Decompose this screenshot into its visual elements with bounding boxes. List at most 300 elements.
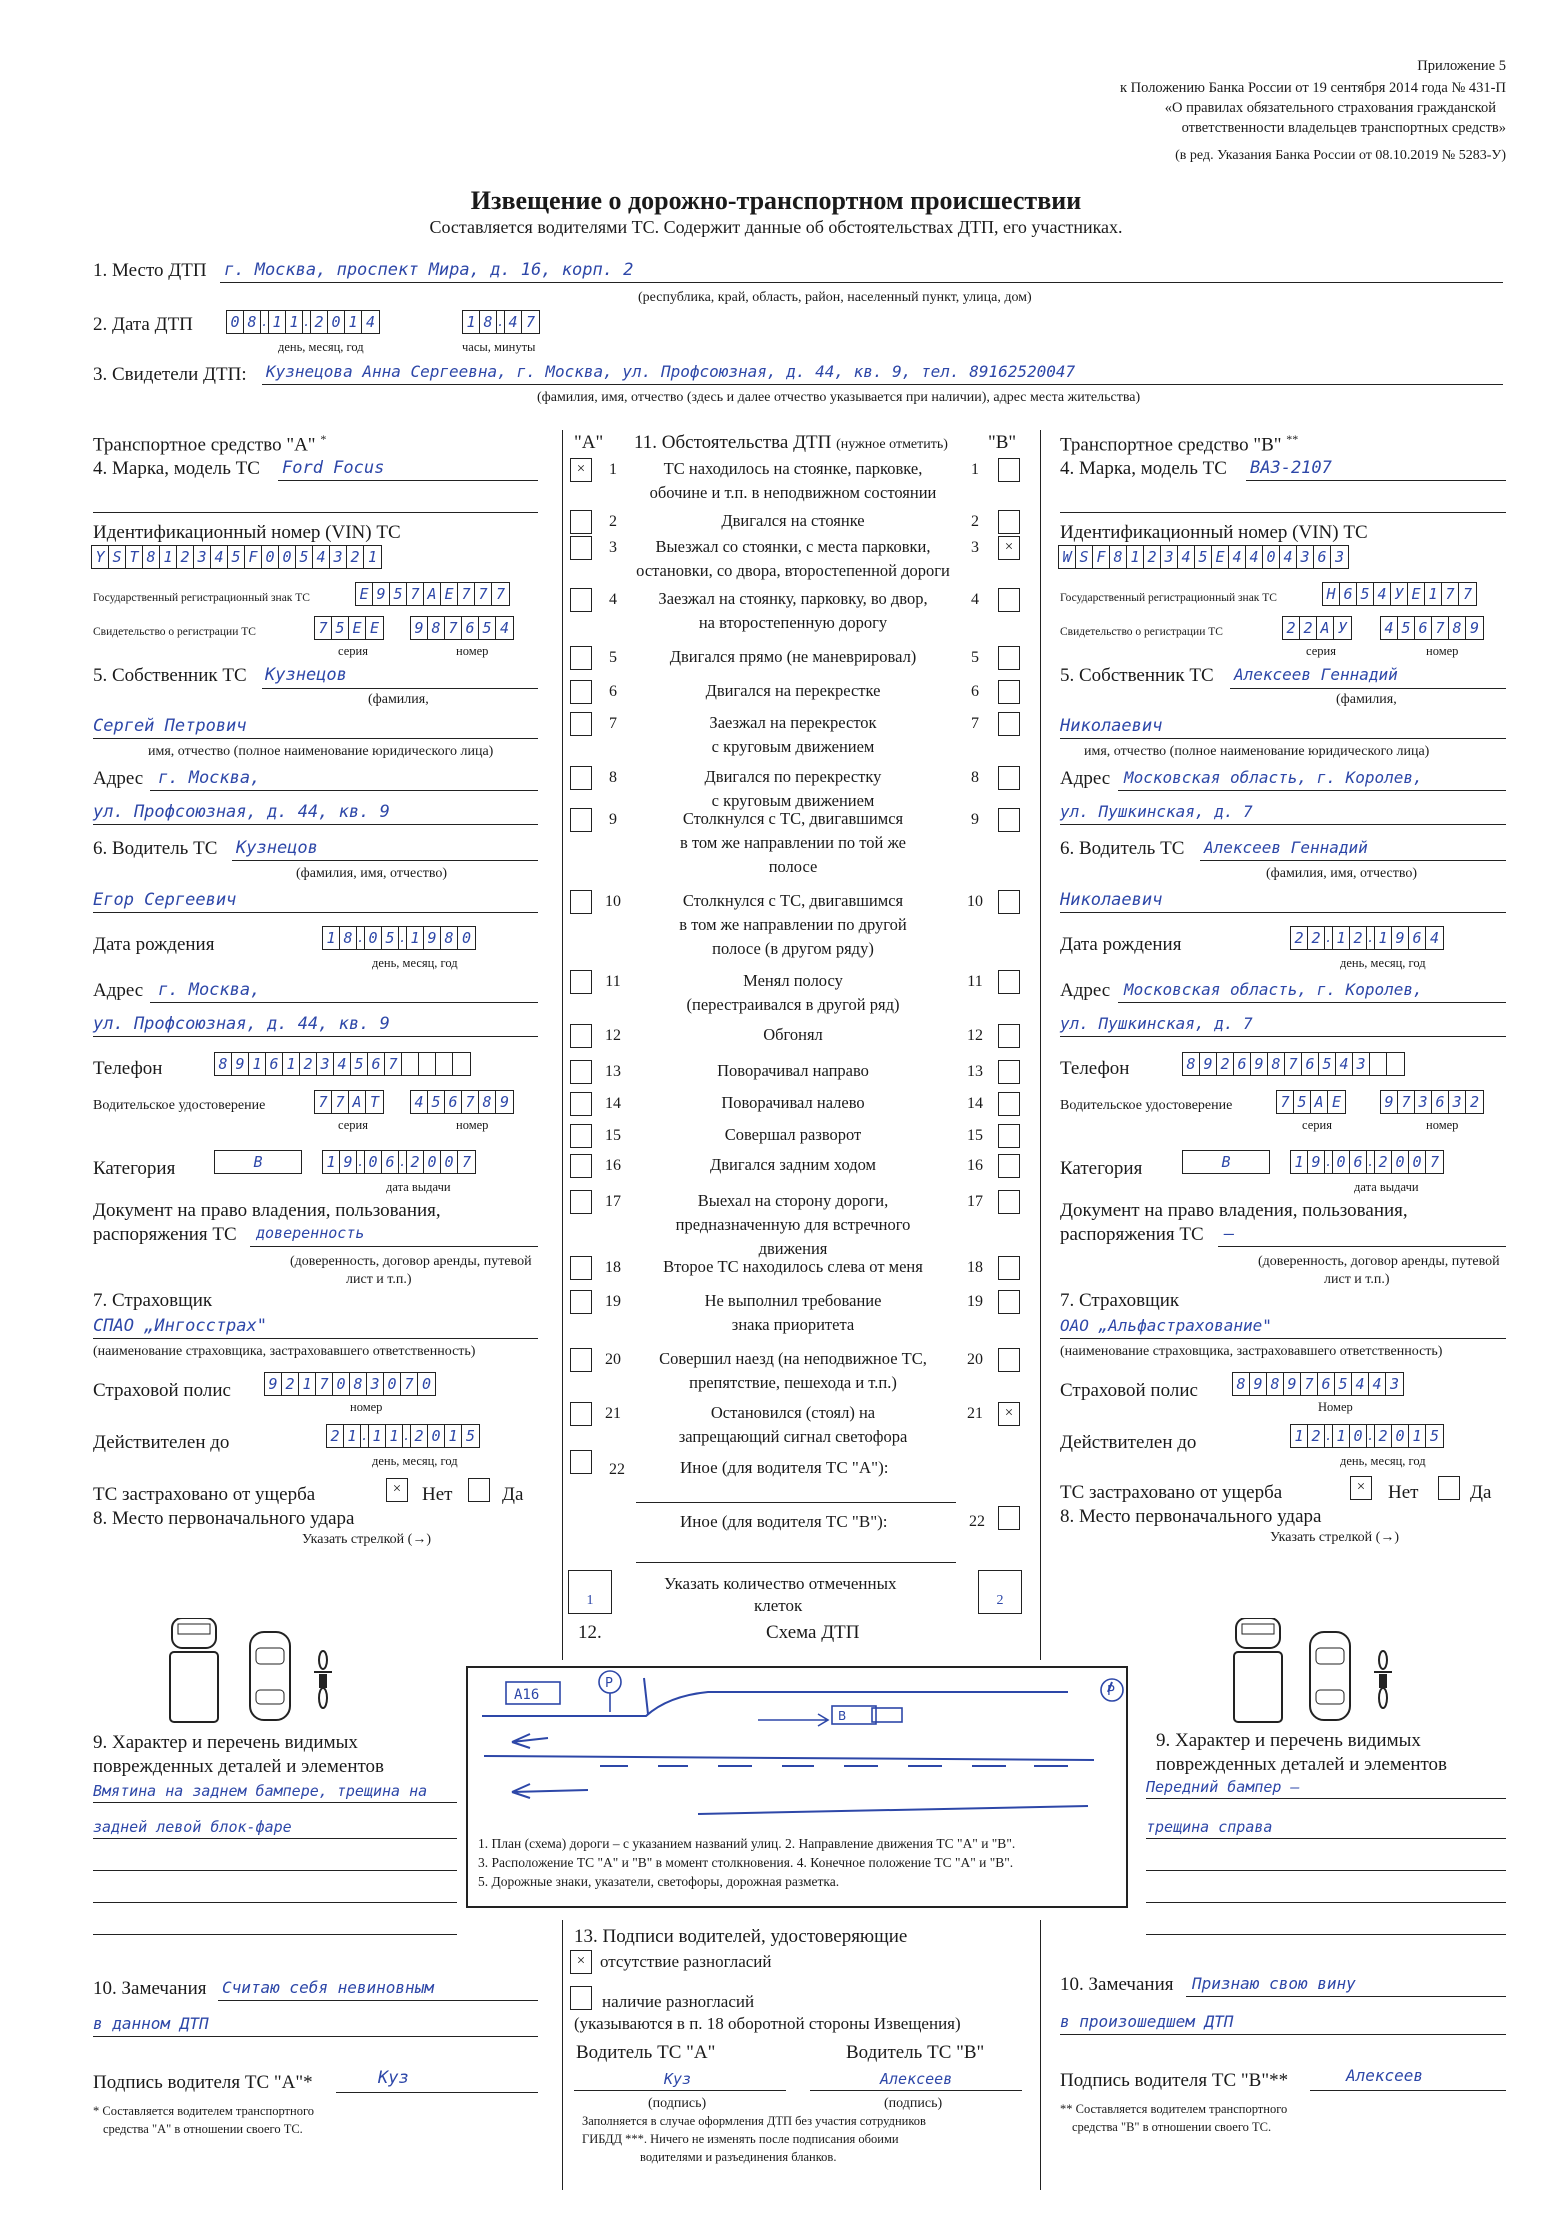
circumstances-col-a: "А": [574, 432, 604, 453]
cell-char: 0: [227, 311, 244, 333]
circ-10-b-checkbox[interactable]: [998, 890, 1020, 914]
vehicle-b-driver-name[interactable]: Николаевич: [1060, 890, 1163, 910]
circ-20-b-checkbox[interactable]: [998, 1348, 1020, 1372]
cell-char: 2: [311, 311, 328, 333]
vehicle-b-category[interactable]: В: [1182, 1150, 1270, 1174]
scheme-sign-a16[interactable]: [506, 1682, 560, 1704]
cell-separator: .: [1367, 1151, 1375, 1173]
cell-char: 7: [1277, 1091, 1294, 1113]
vehicle-b-insurer[interactable]: ОАО „Альфастрахование": [1060, 1316, 1272, 1335]
circ-num-a-4: 4: [609, 591, 617, 608]
vehicle-b-driver-addr-label: Адрес: [1060, 980, 1111, 1001]
vehicle-b-footnote-1: ** Составляется водителем транспортного: [1060, 2102, 1288, 2116]
cell-char: 9: [1308, 1151, 1325, 1173]
cell-char: 2: [1291, 927, 1308, 949]
vehicle-a-driver-label: 6. Водитель ТС: [93, 838, 218, 859]
cell-char: 1: [1127, 546, 1144, 568]
vehicle-a-damage-2[interactable]: задней левой блок-фаре: [93, 1818, 292, 1836]
circ-3-b-checkbox[interactable]: ×: [998, 536, 1020, 560]
circ-15-b-checkbox[interactable]: [998, 1124, 1020, 1148]
circumstances-title: 11. Обстоятельства ДТП (нужное отметить): [634, 432, 948, 453]
vehicle-a-driver-addr-2[interactable]: ул. Профсоюзная, д. 44, кв. 9: [93, 1014, 390, 1034]
cell-char: 1: [323, 927, 340, 949]
vehicle-b-driver-addr-1[interactable]: Московская область, г. Королев,: [1124, 980, 1423, 999]
circ-22-b-checkbox[interactable]: [998, 1506, 1020, 1530]
cell-char: 8: [244, 311, 261, 333]
cell-char: А: [1311, 1091, 1328, 1113]
driver-b-signature[interactable]: Алексеев: [880, 2070, 953, 2088]
vehicle-b-diagram-truck[interactable]: [1232, 1618, 1284, 1724]
cell-char: 6: [1350, 1151, 1367, 1173]
vehicle-b-brand[interactable]: ВАЗ-2107: [1250, 458, 1332, 478]
vehicle-a-birth-label: Дата рождения: [93, 934, 215, 955]
circ-22-a-checkbox[interactable]: [570, 1450, 592, 1474]
vehicle-b-driver-hint: (фамилия, имя, отчество): [1266, 866, 1418, 881]
cell-char: А: [424, 583, 441, 605]
cell-char: 5: [390, 583, 407, 605]
cell-char: 8: [215, 1053, 232, 1075]
circ-num-b-11: 11: [967, 973, 983, 990]
cell-char: 8: [143, 546, 160, 568]
vehicle-a-reg-series[interactable]: [314, 616, 384, 640]
vehicle-a-reg-label: Свидетельство о регистрации ТС: [93, 626, 256, 638]
vehicle-a-diagram-car[interactable]: [248, 1630, 292, 1722]
cell-char: [436, 1053, 453, 1075]
circ-21-b-checkbox[interactable]: ×: [998, 1402, 1020, 1426]
circ-text-13-1: Поворачивал направо: [717, 1061, 869, 1080]
vehicle-a-category[interactable]: В: [214, 1150, 302, 1174]
no-disagreement-label: отсутствие разногласий: [600, 1952, 772, 1971]
cell-char: 2: [1308, 1425, 1325, 1447]
cell-char: 6: [462, 617, 479, 639]
vehicle-a-damage-1[interactable]: Вмятина на заднем бампере, трещина на: [93, 1782, 428, 1800]
circ-num-b-12: 12: [967, 1027, 983, 1044]
cell-char: E: [1212, 546, 1229, 568]
cell-char: 6: [445, 1091, 462, 1113]
vehicle-a-insurer[interactable]: СПАО „Ингосстрах": [93, 1316, 267, 1336]
no-disagreement-checkbox[interactable]: ×: [570, 1950, 592, 1974]
disagreement-checkbox[interactable]: [570, 1986, 592, 2010]
circ-14-b-checkbox[interactable]: [998, 1092, 1020, 1116]
vehicle-b-owner-name-hint: имя, отчество (полное наименование юридического лица): [1084, 744, 1430, 759]
cell-char: 8: [1268, 1053, 1285, 1075]
vehicle-b-owner-addr-2[interactable]: ул. Пушкинская, д. 7: [1060, 802, 1253, 821]
cell-char: 8: [1233, 1373, 1250, 1395]
vehicle-b-remarks-label: 10. Замечания: [1060, 1974, 1174, 1995]
circ-text-2-1: Двигался на стоянке: [721, 511, 865, 530]
cell-char: 5: [479, 617, 496, 639]
vehicle-a-license-number[interactable]: [410, 1090, 514, 1114]
vehicle-a-driver-addr-label: Адрес: [93, 980, 144, 1001]
vehicle-a-license-series[interactable]: [314, 1090, 384, 1114]
circ-8-a-checkbox[interactable]: [570, 766, 592, 790]
circ-num-a-9: 9: [609, 811, 617, 828]
vehicle-b-ins-no-label: Нет: [1388, 1482, 1419, 1503]
circ-4-b-checkbox[interactable]: [998, 588, 1020, 612]
circ-16-a-checkbox[interactable]: [570, 1154, 592, 1178]
vehicle-a-driver-name[interactable]: Егор Сергеевич: [93, 890, 237, 910]
circ-2-b-checkbox[interactable]: [998, 510, 1020, 534]
cell-char: 9: [424, 927, 441, 949]
circ-num-a-1: 1: [609, 461, 617, 478]
vehicle-a-license-date[interactable]: [322, 1150, 476, 1174]
circ-text-21-1: Остановился (стоял) на: [710, 1403, 876, 1422]
vehicle-a-owner-last[interactable]: Кузнецов: [265, 665, 347, 685]
vehicle-a-driver-last[interactable]: Кузнецов: [236, 838, 318, 858]
date-cells[interactable]: [226, 310, 380, 334]
cell-separator: .: [1325, 1151, 1333, 1173]
circ-1-b-checkbox[interactable]: [998, 458, 1020, 482]
vehicle-b-policy-label: Страховой полис: [1060, 1380, 1198, 1401]
circ-11-a-checkbox[interactable]: [570, 970, 592, 994]
cell-char: А: [349, 1091, 366, 1113]
signatures-note-3: водителями и разъединения бланков.: [640, 2150, 837, 2164]
vehicle-a-vin[interactable]: [91, 545, 382, 569]
cell-char: 9: [1251, 1053, 1268, 1075]
vehicle-b-license-series-hint: серия: [1302, 1118, 1332, 1132]
cell-char: 5: [351, 1053, 368, 1075]
vehicle-a-plate[interactable]: [355, 582, 510, 606]
vehicle-b-birth[interactable]: [1290, 926, 1444, 950]
cell-char: 1: [1291, 1151, 1308, 1173]
cell-char: 7: [462, 1091, 479, 1113]
vehicle-a-doc[interactable]: доверенность: [256, 1224, 365, 1242]
cell-char: 5: [296, 546, 313, 568]
cell-char: 0: [1392, 1151, 1409, 1173]
circ-num-a-13: 13: [605, 1063, 621, 1080]
vehicle-a-remarks-2[interactable]: в данном ДТП: [93, 2014, 209, 2033]
cell-char: 3: [1297, 546, 1314, 568]
cell-char: 7: [1442, 583, 1459, 605]
cell-char: 0: [461, 929, 472, 947]
vehicle-b-number-hint: номер: [1426, 644, 1459, 658]
circ-num-b-22: 22: [969, 1513, 985, 1530]
cell-char: 9: [1381, 1091, 1398, 1113]
cell-char: Е: [369, 619, 380, 637]
appendix-line-5: (в ред. Указания Банка России от 08.10.2019 № 5283-У): [1175, 148, 1506, 163]
circ-7-a-checkbox[interactable]: [570, 712, 592, 736]
circ-num-a-20: 20: [605, 1351, 621, 1368]
vehicle-b-reg-series[interactable]: [1282, 616, 1352, 640]
circ-11-b-checkbox[interactable]: [998, 970, 1020, 994]
cell-char: 4: [1381, 617, 1398, 639]
vehicle-b-footnote-2: средства "В" в отношении своего ТС.: [1072, 2120, 1272, 2134]
page-subtitle: Составляется водителями ТС. Содержит данные об обстоятельствах ДТП, его участниках.: [429, 217, 1123, 237]
cell-char: Т: [369, 1093, 380, 1111]
circ-text-11-2: (перестраивался в другой ряд): [686, 995, 900, 1014]
cell-char: 7: [1398, 1091, 1415, 1113]
vehicle-b-doc[interactable]: —: [1224, 1224, 1235, 1244]
cell-char: 7: [385, 1053, 402, 1075]
vehicle-b-license-series[interactable]: [1276, 1090, 1346, 1114]
cell-char: 6: [1302, 1053, 1319, 1075]
vehicle-b-sign[interactable]: Алексеев: [1346, 2066, 1424, 2085]
cell-char: 9: [265, 1373, 282, 1395]
circ-num-a-22: 22: [609, 1461, 625, 1478]
cell-char: 9: [1284, 1373, 1301, 1395]
circ-text-4-1: Заезжал на стоянку, парковку, во двор,: [658, 589, 928, 608]
vehicle-b-damage-1[interactable]: Передний бампер —: [1146, 1778, 1300, 1796]
circ-18-a-checkbox[interactable]: [570, 1256, 592, 1280]
cell-char: 0: [328, 311, 345, 333]
circ-18-b-checkbox[interactable]: [998, 1256, 1020, 1280]
cell-char: 0: [1409, 1151, 1426, 1173]
circ-20-a-checkbox[interactable]: [570, 1348, 592, 1372]
vehicle-a-insurer-label: 7. Страховщик: [93, 1290, 213, 1311]
cell-char: 9: [1200, 1053, 1217, 1075]
vehicle-a-phone[interactable]: [214, 1052, 471, 1076]
circ-6-b-checkbox[interactable]: [998, 680, 1020, 704]
cell-char: 5: [1294, 1091, 1311, 1113]
circ-4-a-checkbox[interactable]: [570, 588, 592, 612]
cell-char: 3: [330, 546, 347, 568]
vehicle-a-driver-addr-1[interactable]: г. Москва,: [158, 980, 261, 1000]
vehicle-a-damage-label-2: поврежденных деталей и элементов: [93, 1756, 385, 1777]
vehicle-a-owner-addr-1[interactable]: г. Москва,: [158, 768, 261, 788]
circ-num-b-14: 14: [967, 1095, 983, 1112]
vehicle-b-remarks-1[interactable]: Признаю свою вину: [1192, 1974, 1356, 1993]
vehicle-b-license-date[interactable]: [1290, 1150, 1444, 1174]
circ-10-a-checkbox[interactable]: [570, 890, 592, 914]
cell-char: 2: [282, 1373, 299, 1395]
cell-char: 9: [1469, 619, 1480, 637]
vehicle-b-owner-last[interactable]: Алексеев Геннадий: [1234, 665, 1398, 684]
vehicle-a-remarks-1[interactable]: Считаю себя невиновным: [222, 1978, 434, 1997]
cell-char: 9: [340, 1151, 357, 1173]
cell-char: 4: [1336, 1053, 1353, 1075]
scheme-note-2: 3. Расположение ТС "А" и "В" в момент столкновения. 4. Конечное положение ТС "А" и "В".: [478, 1855, 1014, 1870]
cell-char: 7: [1429, 1153, 1440, 1171]
circ-13-b-checkbox[interactable]: [998, 1060, 1020, 1084]
cell-separator: .: [361, 1425, 369, 1447]
circ-9-b-checkbox[interactable]: [998, 808, 1020, 832]
vehicle-b-damage-label-2: поврежденных деталей и элементов: [1156, 1754, 1448, 1775]
circ-text-19-2: знака приоритета: [731, 1315, 855, 1334]
circ-5-a-checkbox[interactable]: [570, 646, 592, 670]
cell-char: 0: [1333, 1151, 1350, 1173]
cell-char: 7: [315, 617, 332, 639]
circ-17-a-checkbox[interactable]: [570, 1190, 592, 1214]
count-a-box[interactable]: 1: [568, 1570, 612, 1614]
circ-num-a-18: 18: [605, 1259, 621, 1276]
cell-char: Е: [1408, 583, 1425, 605]
circ-19-b-checkbox[interactable]: [998, 1290, 1020, 1314]
cell-char: 7: [445, 617, 462, 639]
vehicle-b-diagram-bike[interactable]: [1372, 1650, 1394, 1710]
vehicle-a-owner-name[interactable]: Сергей Петрович: [93, 716, 247, 736]
circ-num-b-6: 6: [971, 683, 979, 700]
circ-text-7-1: Заезжал на перекресток: [709, 713, 877, 732]
vehicle-a-diagram-truck[interactable]: [168, 1618, 220, 1724]
vehicle-b-brand-label: 4. Марка, модель ТС: [1060, 458, 1227, 479]
cell-separator: .: [497, 311, 505, 333]
vehicle-b-ins-yes-checkbox[interactable]: [1438, 1476, 1460, 1500]
vehicle-a-valid[interactable]: [326, 1424, 480, 1448]
svg-text:P: P: [1107, 1684, 1115, 1699]
cell-separator: .: [357, 1151, 365, 1173]
circ-3-a-checkbox[interactable]: [570, 536, 592, 560]
vehicle-b-valid[interactable]: [1290, 1424, 1444, 1448]
scheme-box[interactable]: [466, 1666, 1128, 1908]
vehicle-a-footnote-2: средства "А" в отношении своего ТС.: [103, 2122, 303, 2136]
date-hint: день, месяц, год: [278, 340, 364, 354]
vehicle-b-driver-addr-2[interactable]: ул. Пушкинская, д. 7: [1060, 1014, 1253, 1033]
vehicle-a-ins-yes-checkbox[interactable]: [468, 1478, 490, 1502]
cell-char: [1387, 1053, 1404, 1075]
place-value[interactable]: г. Москва, проспект Мира, д. 16, корп. 2: [224, 260, 634, 280]
circ-12-b-checkbox[interactable]: [998, 1024, 1020, 1048]
cell-char: 1: [269, 311, 286, 333]
circ-7-b-checkbox[interactable]: [998, 712, 1020, 736]
circ-16-b-checkbox[interactable]: [998, 1154, 1020, 1178]
cell-char: У: [1391, 583, 1408, 605]
circ-text-9-1: Столкнулся с ТС, двигавшимся: [682, 809, 904, 828]
cell-char: 8: [1110, 546, 1127, 568]
cell-char: 8: [1449, 617, 1466, 639]
witnesses-value[interactable]: Кузнецова Анна Сергеевна, г. Москва, ул. Профсоюзная, д. 44, кв. 9, тел. 89162520047: [266, 362, 1076, 381]
cell-char: 5: [332, 617, 349, 639]
date-label: 2. Дата ДТП: [93, 314, 193, 335]
scheme-parking-left[interactable]: [599, 1671, 621, 1712]
circ-num-a-2: 2: [609, 513, 617, 530]
vehicle-a-sign[interactable]: Куз: [378, 2068, 409, 2088]
cell-char: 4: [505, 311, 522, 333]
witnesses-label: 3. Свидетели ДТП:: [93, 364, 247, 385]
vehicle-b-header: Транспортное средство "В" **: [1060, 432, 1299, 456]
circ-13-a-checkbox[interactable]: [570, 1060, 592, 1084]
disagreement-label: наличие разногласий: [602, 1992, 755, 2011]
cell-char: 2: [327, 1425, 344, 1447]
vehicle-b-plate[interactable]: [1322, 582, 1477, 606]
circ-1-a-checkbox[interactable]: ×: [570, 458, 592, 482]
vehicle-b-policy[interactable]: [1232, 1372, 1404, 1396]
cell-char: 2: [347, 546, 364, 568]
scheme-cars[interactable]: [758, 1706, 902, 1726]
appendix-line-3: «О правилах обязательного страхования гражданской: [1164, 100, 1496, 116]
circ-2-a-checkbox[interactable]: [570, 510, 592, 534]
circ-text-10-3: полосе (в другом ряду): [712, 939, 874, 958]
cell-char: 8: [479, 1091, 496, 1113]
vehicle-a-valid-hint: день, месяц, год: [372, 1454, 458, 1468]
vehicle-a-policy[interactable]: [264, 1372, 436, 1396]
count-b-box[interactable]: 2: [978, 1570, 1022, 1614]
vehicle-b-valid-hint: день, месяц, год: [1340, 1454, 1426, 1468]
time-cells[interactable]: [462, 310, 540, 334]
cell-char: 7: [1432, 617, 1449, 639]
cell-char: 5: [1398, 617, 1415, 639]
scheme-drawing[interactable]: [468, 1668, 1126, 1828]
circ-num-b-5: 5: [971, 649, 979, 666]
circ-num-b-13: 13: [967, 1063, 983, 1080]
circ-21-a-checkbox[interactable]: [570, 1402, 592, 1426]
vehicle-b-owner-label: 5. Собственник ТС: [1060, 665, 1214, 686]
vehicle-a-birth[interactable]: [322, 926, 476, 950]
vehicle-b-owner-name[interactable]: Николаевич: [1060, 716, 1163, 736]
circ-6-a-checkbox[interactable]: [570, 680, 592, 704]
driver-a-signature[interactable]: Куз: [664, 2070, 692, 2088]
circ-17-b-checkbox[interactable]: [998, 1190, 1020, 1214]
circ-14-a-checkbox[interactable]: [570, 1092, 592, 1116]
circ-9-a-checkbox[interactable]: [570, 808, 592, 832]
cell-char: 4: [499, 619, 510, 637]
circ-num-b-18: 18: [967, 1259, 983, 1276]
circ-text-8-2: с круговым движением: [711, 791, 875, 810]
cell-char: 0: [1263, 546, 1280, 568]
circ-19-a-checkbox[interactable]: [570, 1290, 592, 1314]
cell-char: 8: [1183, 1053, 1200, 1075]
circ-text-15-1: Совершал разворот: [724, 1125, 862, 1144]
vehicle-a-diagram-bike[interactable]: [312, 1650, 334, 1710]
cell-char: А: [1317, 617, 1334, 639]
circ-15-a-checkbox[interactable]: [570, 1124, 592, 1148]
circ-text-20-1: Совершил наезд (на неподвижное ТС,: [659, 1349, 927, 1368]
cell-char: 7: [407, 583, 424, 605]
circ-num-a-19: 19: [605, 1293, 621, 1310]
cell-char: 4: [365, 313, 376, 331]
vehicle-b-license-number-hint: номер: [1426, 1118, 1459, 1132]
circ-text-21-2: запрещающий сигнал светофора: [678, 1427, 908, 1446]
vehicle-b-diagram-car[interactable]: [1308, 1630, 1352, 1722]
cell-char: 3: [1353, 1053, 1370, 1075]
vehicle-b-driver-last[interactable]: Алексеев Геннадий: [1204, 838, 1368, 857]
cell-char: 0: [384, 1373, 401, 1395]
cell-char: 7: [461, 1153, 472, 1171]
circ-text-5-1: Двигался прямо (не маневрировал): [669, 647, 917, 666]
circ-num-a-11: 11: [605, 973, 621, 990]
circ-num-b-19: 19: [967, 1293, 983, 1310]
circ-12-a-checkbox[interactable]: [570, 1024, 592, 1048]
vehicle-b-owner-addr-1[interactable]: Московская область, г. Королев,: [1124, 768, 1423, 787]
circ-num-a-6: 6: [609, 683, 617, 700]
vehicle-b-ins-no-checkbox[interactable]: ×: [1350, 1476, 1372, 1500]
vehicle-a-category-label: Категория: [93, 1158, 176, 1179]
circ-num-b-1: 1: [971, 461, 979, 478]
cell-separator: .: [357, 927, 365, 949]
vehicle-b-damage-2[interactable]: трещина справа: [1146, 1818, 1273, 1836]
cell-char: У: [1337, 619, 1348, 637]
vehicle-b-reg-number[interactable]: [1380, 616, 1484, 640]
circ-text-17-2: предназначенную для встречного: [675, 1215, 911, 1234]
vehicle-a-reg-number[interactable]: [410, 616, 514, 640]
circ-5-b-checkbox[interactable]: [998, 646, 1020, 670]
count-label-2: клеток: [754, 1596, 803, 1615]
vehicle-a-series-hint: серия: [338, 644, 368, 658]
cell-char: 5: [382, 927, 399, 949]
vehicle-a-plate-label: Государственный регистрационный знак ТС: [93, 592, 310, 604]
cell-char: 6: [1415, 617, 1432, 639]
vehicle-b-remarks-2[interactable]: в произошедшем ДТП: [1060, 2012, 1234, 2031]
vehicle-a-owner-addr-2[interactable]: ул. Профсоюзная, д. 44, кв. 9: [93, 802, 390, 822]
cell-char: 4: [334, 1053, 351, 1075]
vehicle-b-phone[interactable]: [1182, 1052, 1405, 1076]
vehicle-a-impact-label: 8. Место первоначального удара: [93, 1508, 355, 1529]
vehicle-a-brand[interactable]: Ford Focus: [282, 458, 385, 478]
circ-num-a-16: 16: [605, 1157, 621, 1174]
cell-char: 0: [421, 1375, 432, 1393]
vehicle-a-owner-label: 5. Собственник ТС: [93, 665, 247, 686]
circ-text-10-2: в том же направлении по другой: [679, 915, 907, 934]
vehicle-a-ins-no-checkbox[interactable]: ×: [386, 1478, 408, 1502]
cell-char: 1: [345, 311, 362, 333]
vehicle-b-vin[interactable]: [1058, 545, 1349, 569]
driver-b-sign-label: Водитель ТС "В": [846, 2042, 985, 2063]
circ-8-b-checkbox[interactable]: [998, 766, 1020, 790]
vehicle-a-vin-label: Идентификационный номер (VIN) ТС: [93, 522, 401, 543]
vehicle-b-license-number[interactable]: [1380, 1090, 1484, 1114]
vehicle-a-remarks-label: 10. Замечания: [93, 1978, 207, 1999]
circ-text-17-3: движения: [758, 1239, 828, 1258]
cell-char: 4: [313, 546, 330, 568]
